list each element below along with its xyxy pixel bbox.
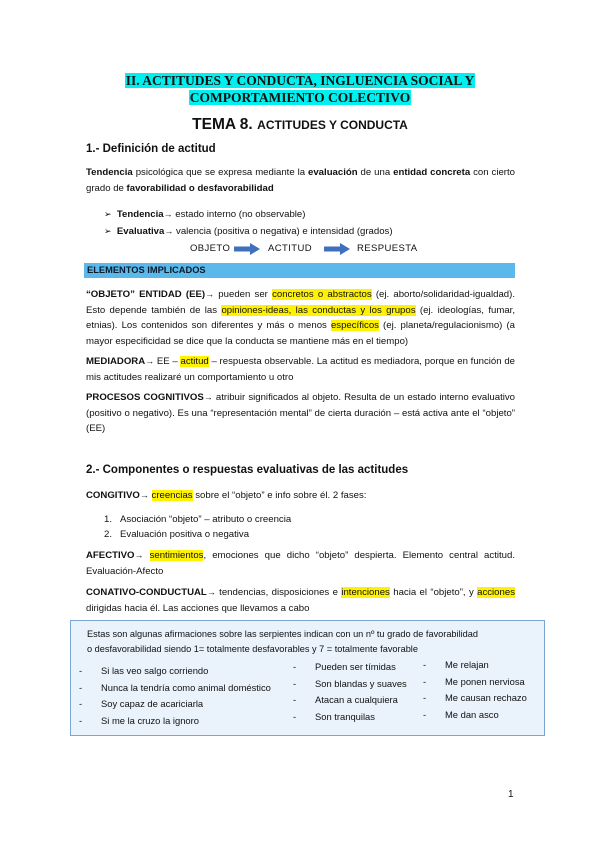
list-item: - Pueden ser tímidas bbox=[293, 661, 396, 672]
list-item: - Si me la cruzo la ignoro bbox=[79, 714, 199, 726]
flow-respuesta: RESPUESTA bbox=[357, 243, 418, 254]
flow-objeto: OBJETO bbox=[190, 243, 231, 254]
list-item: - Atacan a cualquiera bbox=[293, 694, 398, 706]
list-item: - Soy capaz de acariciarla bbox=[79, 698, 204, 710]
elements-band: ELEMENTOS IMPLICADOS bbox=[84, 263, 515, 278]
list-item: - Me dan asco bbox=[423, 708, 499, 720]
topic-title: TEMA 8. ACTITUDES Y CONDUCTA bbox=[192, 116, 408, 133]
mediadora-paragraph: MEDIADORA→ EE – actitud – respuesta observable. La actitud es mediadora, porque en función de mis actitudes realizaré un comportamiento u otro bbox=[86, 356, 515, 383]
objeto-paragraph: “OBJETO” ENTIDAD (EE)→ pueden ser concretos o abstractos (ej. aborto/solidaridad-igualdad). Esto depende también de las opiniones-ideas, las conductas y los grupos (ej. ideologías, fumar, etnias). Los contenidos son diferentes y más o menos específicos (ej. planeta/regulacionismo) (a mayor especificidad se dice que la conducta se mantiene más en el tiempo) bbox=[86, 289, 515, 347]
definition-paragraph: Tendencia psicológica que se expresa mediante la evaluación de una entidad concreta con cierto grado de favorabilidad o desfavorabilidad bbox=[86, 167, 515, 194]
unit-title-line2: COMPORTAMIENTO COLECTIVO bbox=[189, 90, 411, 105]
section1-title: 1.- Definición de actitud bbox=[86, 143, 216, 155]
snake-statements-box bbox=[70, 620, 545, 736]
afectivo-paragraph: AFECTIVO→ sentimientos, emociones que dicho “objeto” despierta. Elemento central actitud. Evaluación-Afecto bbox=[86, 550, 515, 577]
box-intro: Estas son algunas afirmaciones sobre las serpientes indican con un nº tu grado de favorabilidad o desfavorabilidad siendo 1= totalmente desfavorables y 7 = totalmente favorable bbox=[87, 629, 478, 654]
statements-column-3 bbox=[423, 657, 527, 723]
statements-column-2 bbox=[293, 659, 407, 725]
phases-list bbox=[104, 512, 291, 542]
unit-title-line1: II. ACTITUDES Y CONDUCTA, INGLUENCIA SOCIAL Y bbox=[125, 73, 475, 88]
list-item: 2. Evaluación positiva o negativa bbox=[104, 529, 250, 540]
procesos-paragraph: PROCESOS COGNITIVOS→ atribuir significados al objeto. Resulta de un estado interno evaluativo (positivo o negativo). Es una “representación mental” de cierta duración – está activa ante el “objeto” (EE) bbox=[86, 392, 515, 434]
page-number: 1 bbox=[508, 789, 514, 800]
bullet-item: ➢ Tendencia→ estado interno (no observable) bbox=[104, 209, 306, 220]
flow-arrow-icon bbox=[234, 243, 260, 255]
bullet-item: ➢ Evaluativa→ valencia (positiva o negativa) e intensidad (grados) bbox=[104, 226, 393, 237]
list-item: - Me ponen nerviosa bbox=[423, 675, 525, 687]
list-item: 1. Asociación “objeto” – atributo o creencia bbox=[104, 514, 292, 525]
list-item: - Me relajan bbox=[423, 659, 489, 670]
list-item: - Son blandas y suaves bbox=[293, 677, 407, 689]
flow-actitud: ACTITUD bbox=[268, 243, 312, 254]
flow-arrow-icon bbox=[324, 243, 350, 255]
conativo-paragraph: CONATIVO-CONDUCTUAL→ tendencias, disposiciones e intenciones hacia el “objeto”, y acciones dirigidas hacia él. Las acciones que llevamos a cabo bbox=[86, 587, 515, 614]
section2-title: 2.- Componentes o respuestas evaluativas de las actitudes bbox=[86, 464, 409, 476]
list-item: - Son tranquilas bbox=[293, 710, 375, 722]
cognitivo-paragraph: CONGITIVO→ creencias sobre el “objeto” e info sobre él. 2 fases: bbox=[86, 490, 367, 501]
list-item: - Nunca la tendría como animal doméstico bbox=[79, 681, 271, 693]
list-item: - Me causan rechazo bbox=[423, 692, 527, 704]
statements-column-1 bbox=[79, 663, 271, 729]
definition-bullets bbox=[104, 206, 393, 240]
list-item: - Si las veo salgo corriendo bbox=[79, 665, 209, 676]
